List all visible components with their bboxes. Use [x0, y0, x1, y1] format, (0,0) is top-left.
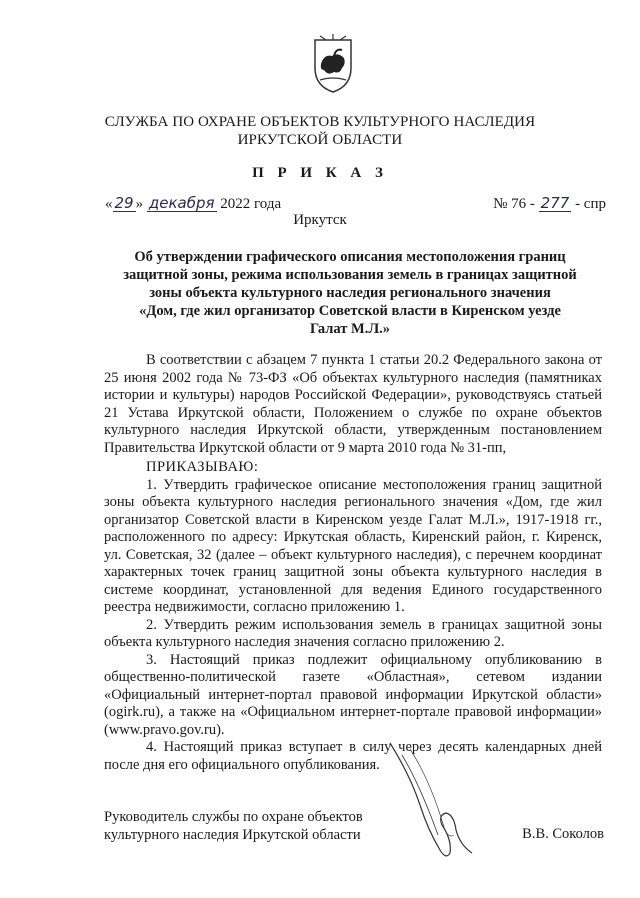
city: Иркутск: [293, 212, 347, 228]
heading-line-1: Об утверждении графического описания местоположения границ: [134, 249, 566, 265]
date-close-quote: »: [135, 196, 144, 212]
order-item-1: 1. Утвердить графическое описание местоположения границ защитной зоны объекта культурного наследия регионального значения «Дом, где жил организатор Советской власти в Киренском уезде Галат М.Л.», 1917-1918 гг., расположенного по адресу: Иркутская область, Киренский район, г. Киренск, ул. Советская, 32 (далее – объект культурного наследия), с перечнем координат характерных точек границ защитной зоны объекта культурного наследия в системе координат, установленной для ведения Единого государственного реестра недвижимости, согласно приложению 1.: [104, 476, 602, 615]
date-year: 2022 года: [220, 196, 282, 212]
signatory-name: В.В. Соколов: [522, 826, 604, 842]
order-item-4: 4. Настоящий приказ вступает в силу через десять календарных дней после дня его официального опубликования.: [104, 739, 602, 773]
handwritten-signature: [380, 735, 490, 865]
signatory-position-line-2: культурного наследия Иркутской области: [104, 827, 361, 843]
preamble-paragraph: В соответствии с абзацем 7 пункта 1 статьи 20.2 Федерального закона от 25 июня 2002 года № 73-ФЗ «Об объектах культурного наследия (памятниках истории и культуры) народов Российской Федерации», руководствуясь статьей 21 Устава Иркутской области, Положением о службе по охране объектов культурного наследия Иркутской области, утвержденным постановлением Правительства Иркутской области от 9 марта 2010 года № 31-пп,: [104, 352, 602, 456]
organization-line-2: ИРКУТСКОЙ ОБЛАСТИ: [237, 132, 403, 148]
organization-name: [0, 113, 640, 149]
document-heading: [100, 248, 600, 338]
document-date: [105, 196, 281, 213]
date-month-handwritten: декабря: [148, 194, 215, 212]
heading-line-2: защитной зоны, режима использования земель в границах защитной: [123, 267, 577, 283]
number-handwritten: 277: [540, 194, 570, 212]
order-item-2: 2. Утвердить режим использования земель в границах защитной зоны объекта культурного наследия значения согласно приложению 2.: [104, 616, 602, 650]
order-word: ПРИКАЗЫВАЮ:: [146, 459, 259, 475]
number-suffix: - спр: [575, 196, 606, 212]
document-body: [104, 352, 602, 774]
signatory-position: [104, 808, 363, 844]
order-item-3: 3. Настоящий приказ подлежит официальному опубликованию в общественно-политической газете «Областная», сетевом издании «Официальный интернет-портал правовой информации Иркутской области» (ogirk.ru), а также на «Официальном интернет-портале правовой информации» (www.pravo.gov.ru).: [104, 651, 602, 738]
document-number: [493, 196, 606, 213]
coat-of-arms-icon: [312, 34, 354, 94]
number-prefix: № 76 -: [493, 196, 535, 212]
date-day-handwritten: 29: [114, 194, 134, 212]
heading-line-4: «Дом, где жил организатор Советской власти в Киренском уезде: [139, 303, 561, 319]
heading-line-3: зоны объекта культурного наследия регионального значения: [149, 285, 551, 301]
organization-line-1: СЛУЖБА ПО ОХРАНЕ ОБЪЕКТОВ КУЛЬТУРНОГО НАСЛЕДИЯ: [104, 114, 536, 130]
date-open-quote: «: [105, 196, 113, 212]
heading-line-5: Галат М.Л.»: [309, 321, 391, 337]
document-title: П Р И К А З: [252, 165, 388, 181]
signatory-position-line-1: Руководитель службы по охране объектов: [104, 809, 363, 825]
